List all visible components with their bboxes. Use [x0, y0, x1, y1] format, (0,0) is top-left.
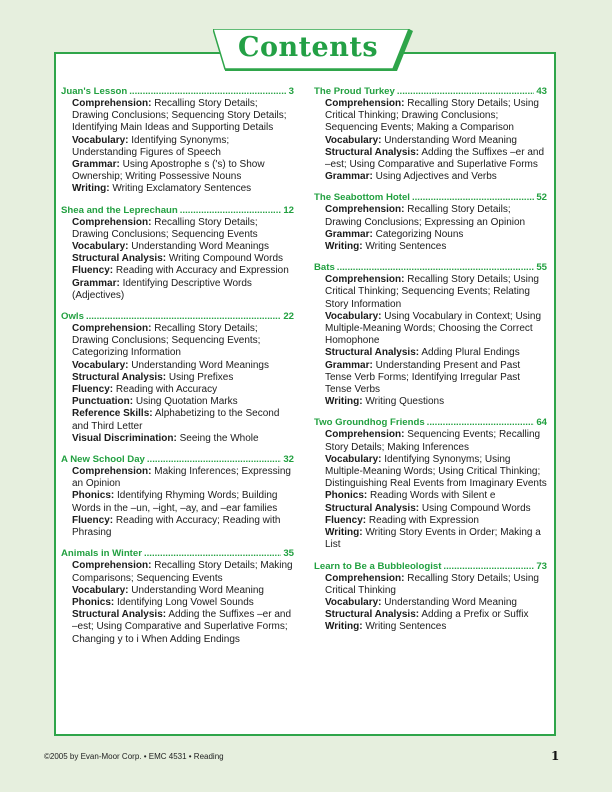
skill-category: Vocabulary: [72, 134, 129, 146]
skill-category: Comprehension: [72, 98, 152, 109]
story-title: The Proud Turkey [314, 86, 395, 97]
toc-section-heading [61, 311, 294, 323]
skill-entry [325, 597, 547, 609]
story-title: A New School Day [61, 454, 145, 466]
skill-category: Grammar: [325, 228, 373, 240]
skill-entry [72, 135, 294, 159]
skill-description: Identifying Rhyming Words; Building Words in the –un, –ight, –ay, and –ear families [72, 490, 278, 514]
skill-description: Using Compound Words [421, 502, 531, 514]
skill-entry [325, 135, 547, 147]
story-page-number: 64 [536, 417, 547, 429]
skill-description: Using Quotation Marks [135, 396, 238, 408]
skill-entry [72, 515, 294, 539]
skill-description: Understanding Word Meanings [131, 241, 269, 253]
skill-category: Vocabulary: [72, 241, 129, 253]
skill-entry [325, 454, 547, 491]
skill-category: Grammar: [325, 171, 373, 183]
skill-entry [72, 433, 294, 445]
dot-leader [412, 192, 534, 204]
skill-category: Visual Discrimination: [72, 432, 177, 444]
skill-description: Adding a Prefix or Suffix [421, 609, 529, 621]
skill-entry [72, 323, 294, 360]
skill-category: Grammar: [72, 159, 120, 171]
skill-entry [72, 183, 294, 195]
skill-category: Vocabulary: [72, 584, 129, 596]
dot-leader [129, 86, 286, 98]
story-title: Bats [314, 262, 335, 274]
skill-description: Categorizing Nouns [375, 228, 464, 240]
skill-category: Structural Analysis: [325, 347, 420, 359]
story-page-number: 12 [283, 204, 294, 216]
skill-description: Alphabetizing to the Second and Third Letter [72, 408, 280, 432]
skill-entry [325, 429, 547, 453]
skill-entry [325, 98, 547, 135]
skill-entry [325, 241, 547, 253]
skill-entry [325, 171, 547, 183]
skill-description: Using Prefixes [168, 371, 234, 383]
skill-description: Adding the Suffixes –er and –est; Using Comparative and Superlative Forms [325, 146, 545, 171]
skill-entry [72, 217, 294, 241]
skill-description: Reading Words with Silent e [370, 490, 496, 502]
skill-description: Using Vocabulary in Context; Using Multiple-Meaning Words; Choosing the Correct Homophone [325, 310, 542, 347]
toc-section-heading [314, 86, 547, 98]
skill-entry [72, 609, 294, 646]
skill-category: Writing: [325, 396, 363, 408]
skill-description: Recalling Story Details; Using Critical Thinking [325, 572, 539, 596]
page-title: Contents [237, 32, 379, 63]
dot-leader [443, 561, 534, 573]
skill-description: Understanding Word Meaning [384, 134, 517, 146]
skill-entry [325, 204, 547, 228]
skill-entry [72, 98, 294, 135]
skill-description: Understanding Word Meaning [131, 584, 264, 596]
toc-column-left [61, 86, 294, 655]
skill-description: Reading with Accuracy; Reading with Phrasing [72, 514, 281, 539]
skill-entry [72, 372, 294, 384]
dot-leader [427, 417, 535, 429]
skill-category: Writing: [325, 241, 363, 253]
toc-section-heading [61, 548, 294, 560]
skill-entry [72, 560, 294, 584]
toc-section [314, 262, 547, 408]
skill-category: Structural Analysis: [72, 371, 167, 383]
story-page-number: 43 [536, 86, 547, 97]
skill-description: Seeing the Whole [179, 432, 259, 444]
skill-category: Structural Analysis: [72, 609, 167, 621]
skill-entry [325, 347, 547, 359]
skill-description: Identifying Synonyms; Understanding Figures of Speech [72, 134, 230, 158]
skill-entry [325, 229, 547, 241]
toc-section-heading [61, 86, 294, 98]
skill-description: Identifying Descriptive Words (Adjectives) [72, 277, 252, 301]
skill-description: Identifying Long Vowel Sounds [117, 596, 254, 608]
dot-leader [86, 311, 281, 323]
toc-column-right [314, 86, 547, 643]
toc-section-heading [314, 192, 547, 204]
story-page-number: 22 [283, 311, 294, 323]
toc-section [61, 86, 294, 196]
skill-description: Reading with Accuracy [115, 384, 218, 396]
skill-category: Phonics: [325, 490, 368, 502]
skill-entry [72, 278, 294, 302]
dot-leader [337, 262, 535, 274]
skill-description: Recalling Story Details; Drawing Conclusions; Sequencing Story Details; Identifying Main Ideas and Supporting Details [72, 98, 287, 134]
skill-category: Phonics: [72, 490, 115, 502]
skill-category: Punctuation: [72, 396, 134, 408]
skill-entry [72, 585, 294, 597]
story-page-number: 35 [283, 548, 294, 560]
skill-category: Comprehension: [325, 572, 405, 584]
skill-description: Adding the Suffixes –er and –est; Using Comparative and Superlative Forms; Changing y to i When Adding Endings [72, 609, 292, 645]
story-page-number: 73 [536, 560, 547, 572]
skill-entry [72, 597, 294, 609]
skill-category: Comprehension: [72, 323, 152, 335]
skill-description: Recalling Story Details; Using Critical Thinking; Drawing Conclusions; Sequencing Events; Making a Comparison [325, 98, 539, 134]
skill-description: Recalling Story Details; Using Critical Thinking; Sequencing Events; Relating Story Information [325, 274, 539, 310]
skill-entry [325, 515, 547, 527]
skill-description: Recalling Story Details; Making Comparisons; Sequencing Events [72, 560, 293, 584]
skill-description: Writing Questions [365, 396, 445, 408]
skill-entry [325, 503, 547, 515]
toc-section-heading [314, 417, 547, 429]
skill-description: Reading with Accuracy and Expression [115, 265, 289, 277]
page-number: 1 [551, 749, 560, 763]
skill-entry [325, 490, 547, 502]
dot-leader [180, 205, 282, 217]
skill-description: Recalling Story Details; Drawing Conclusions; Expressing an Opinion [325, 204, 526, 228]
dot-leader [144, 548, 281, 560]
skill-description: Writing Sentences [365, 621, 447, 633]
skill-entry [72, 408, 294, 432]
skill-category: Fluency: [72, 384, 114, 396]
skill-description: Sequencing Events; Recalling Story Details; Making Inferences [325, 429, 541, 453]
skill-category: Comprehension: [325, 204, 405, 216]
skill-category: Structural Analysis: [72, 253, 167, 265]
skill-description: Identifying Synonyms; Using Multiple-Meaning Words; Using Critical Thinking; Distinguishing Real Events from Imaginary Events [325, 453, 547, 490]
contents-banner [213, 29, 413, 71]
skill-description: Using Adjectives and Verbs [375, 171, 497, 183]
story-page-number: 52 [536, 192, 547, 204]
toc-section [61, 548, 294, 645]
skill-category: Comprehension: [72, 216, 152, 228]
skill-entry [325, 621, 547, 633]
skill-category: Writing: [325, 621, 363, 633]
skill-category: Comprehension: [72, 466, 152, 478]
skill-description: Reading with Expression [368, 514, 479, 526]
skill-entry [325, 360, 547, 397]
story-page-number: 55 [536, 262, 547, 274]
story-page-number: 32 [283, 454, 294, 466]
toc-section [61, 205, 294, 302]
skill-category: Fluency: [325, 514, 367, 526]
toc-section [61, 454, 294, 539]
skill-description: Making Inferences; Expressing an Opinion [72, 466, 291, 490]
toc-section-heading [61, 205, 294, 217]
story-title: Owls [61, 311, 84, 323]
dot-leader [397, 86, 534, 98]
skill-category: Vocabulary: [72, 359, 129, 371]
skill-category: Phonics: [72, 596, 115, 608]
skill-entry [72, 466, 294, 490]
skill-description: Recalling Story Details; Drawing Conclusions; Sequencing Events; Categorizing Information [72, 323, 261, 359]
skill-category: Reference Skills: [72, 408, 153, 420]
skill-entry [72, 384, 294, 396]
skill-entry [72, 396, 294, 408]
skill-category: Fluency: [72, 265, 114, 277]
skill-category: Writing: [72, 183, 110, 195]
toc-section-heading [314, 262, 547, 274]
dot-leader [147, 454, 281, 466]
skill-category: Comprehension: [325, 429, 405, 441]
skill-description: Understanding Present and Past Tense Verb Forms; Identifying Irregular Past Tense Verbs [325, 359, 521, 396]
skill-description: Adding Plural Endings [421, 347, 520, 359]
skill-category: Vocabulary: [325, 310, 382, 322]
skill-entry [325, 311, 547, 348]
skill-entry [325, 573, 547, 597]
skill-description: Writing Exclamatory Sentences [112, 183, 252, 195]
skill-description: Writing Story Events in Order; Making a List [325, 527, 541, 551]
skill-entry [72, 265, 294, 277]
skill-category: Comprehension: [325, 98, 405, 109]
skill-description: Using Apostrophe s ('s) to Show Ownership; Writing Possessive Nouns [72, 159, 265, 183]
skill-category: Grammar: [72, 277, 120, 289]
skill-entry [72, 490, 294, 514]
toc-section [314, 561, 547, 634]
skill-entry [72, 253, 294, 265]
toc-section-heading [61, 454, 294, 466]
copyright-footer: ©2005 by Evan-Moor Corp. • EMC 4531 • Reading [44, 752, 224, 761]
skill-category: Vocabulary: [325, 134, 382, 146]
story-page-number: 3 [288, 86, 294, 97]
skill-entry [72, 360, 294, 372]
skill-category: Vocabulary: [325, 453, 382, 465]
skill-entry [325, 147, 547, 171]
skill-category: Structural Analysis: [325, 146, 420, 158]
skill-category: Writing: [325, 527, 363, 539]
story-title: Shea and the Leprechaun [61, 204, 178, 216]
skill-description: Writing Sentences [365, 241, 447, 253]
skill-entry [325, 527, 547, 551]
skill-category: Fluency: [72, 514, 114, 526]
toc-section [314, 192, 547, 253]
skill-entry [72, 159, 294, 183]
story-title: The Seabottom Hotel [314, 192, 410, 204]
skill-entry [325, 609, 547, 621]
story-title: Juan's Lesson [61, 86, 128, 97]
skill-description: Understanding Word Meaning [384, 596, 517, 608]
skill-category: Vocabulary: [325, 596, 382, 608]
toc-section-heading [314, 561, 547, 573]
skill-category: Structural Analysis: [325, 609, 420, 621]
skill-category: Structural Analysis: [325, 502, 420, 514]
skill-entry [72, 241, 294, 253]
skill-description: Recalling Story Details; Drawing Conclusions; Sequencing Events [72, 216, 258, 240]
toc-section [314, 86, 547, 183]
skill-description: Writing Compound Words [168, 253, 284, 265]
skill-entry [325, 396, 547, 408]
skill-category: Comprehension: [72, 560, 152, 572]
toc-section [314, 417, 547, 551]
story-title: Learn to Be a Bubbleologist [314, 560, 442, 572]
story-title: Animals in Winter [61, 548, 142, 560]
skill-entry [325, 274, 547, 311]
toc-section [61, 311, 294, 445]
skill-category: Grammar: [325, 359, 373, 371]
story-title: Two Groundhog Friends [314, 417, 425, 429]
skill-category: Comprehension: [325, 274, 405, 286]
skill-description: Understanding Word Meanings [131, 359, 269, 371]
